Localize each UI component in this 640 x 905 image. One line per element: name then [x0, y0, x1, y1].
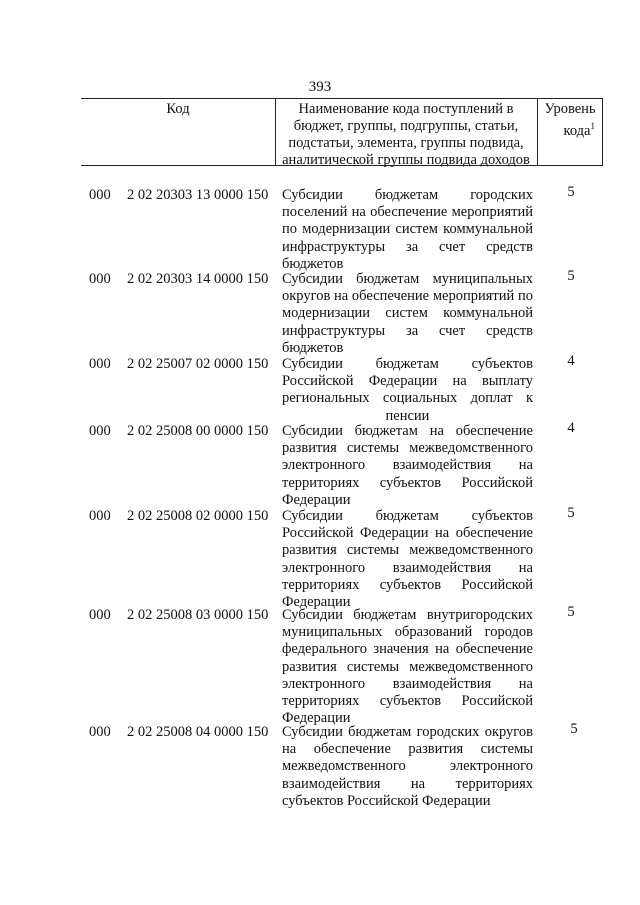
row-name-line: на обеспечение развития системы [282, 741, 533, 758]
header-code: Код [166, 101, 190, 117]
row-name-line: поселений на обеспечение мероприятий [282, 204, 533, 221]
row-name-line: инфраструктуры за счет средств [282, 238, 533, 255]
row-level: 4 [567, 420, 575, 436]
row-level: 5 [567, 505, 575, 521]
header-name-line: аналитической группы подвида доходов [282, 152, 530, 168]
row-name-line: Субсидии бюджетам субъектов [282, 508, 533, 524]
row-name-line: электронного взаимодействия на [282, 457, 533, 474]
row-name-line: межведомственного электронного [282, 758, 533, 775]
row-level: 5 [567, 268, 575, 284]
row-name [282, 187, 533, 273]
row-level: 5 [567, 604, 575, 620]
row-name-line: развития системы межведомственного [282, 440, 533, 457]
row-name-line: Субсидии бюджетам муниципальных [282, 271, 533, 287]
row-level: 4 [567, 353, 575, 369]
row-classification-code: 2 02 25008 03 0000 150 [127, 607, 269, 623]
row-name-line: Федерации [282, 594, 351, 611]
row-name-line: территориях субъектов Российской [282, 693, 533, 710]
page-number: 393 [308, 79, 332, 95]
row-name-line: по модернизации систем коммунальной [282, 221, 533, 238]
header-level-line2 [539, 118, 601, 140]
row-name-line: территориях субъектов Российской [282, 474, 533, 491]
row-admin-code: 000 [89, 607, 111, 623]
row-name-line: взаимодействия на территориях [282, 775, 533, 792]
row-name-line: территориях субъектов Российской [282, 576, 533, 593]
row-name-line: Федерации [282, 491, 351, 508]
row-level: 5 [567, 184, 575, 200]
row-level: 5 [570, 721, 578, 737]
header-name-line: подстатьи, элемента, группы подвида, [288, 135, 524, 151]
header-name-line: Наименование кода поступлений в [298, 101, 514, 117]
header-top-border [81, 98, 603, 99]
row-classification-code: 2 02 20303 13 0000 150 [127, 187, 269, 203]
row-name-line: субъектов Российской Федерации [282, 792, 491, 809]
header-level-label: кода [563, 122, 591, 139]
header-level [539, 101, 601, 140]
row-name-line: модернизации систем коммунальной [282, 305, 533, 322]
row-classification-code: 2 02 20303 14 0000 150 [127, 271, 269, 287]
row-name-line: муниципальных образований городов [282, 624, 533, 641]
row-classification-code: 2 02 25007 02 0000 150 [127, 356, 269, 372]
row-name-line: федерального значения на обеспечение [282, 641, 533, 658]
row-admin-code: 000 [89, 187, 111, 203]
row-admin-code: 000 [89, 423, 111, 439]
row-admin-code: 000 [89, 356, 111, 372]
row-name [282, 607, 533, 727]
header-divider-2 [537, 98, 538, 166]
row-name-line: Субсидии бюджетам на обеспечение [282, 423, 533, 439]
row-name [282, 423, 533, 509]
row-name-line: электронного взаимодействия на [282, 559, 533, 576]
row-name-line: Российской Федерации на выплату [282, 373, 533, 390]
header-divider-1 [275, 98, 276, 166]
row-name-line: бюджетов [282, 255, 344, 272]
table-header [81, 98, 603, 166]
header-name [277, 101, 535, 169]
header-right-border [602, 98, 603, 166]
row-classification-code: 2 02 25008 04 0000 150 [127, 724, 269, 740]
row-name-line: развития системы межведомственного [282, 542, 533, 559]
row-name-line: бюджетов [282, 339, 344, 356]
header-level-line1: Уровень [544, 101, 596, 117]
row-admin-code: 000 [89, 271, 111, 287]
row-name-line: Федерации [282, 710, 351, 727]
row-classification-code: 2 02 25008 02 0000 150 [127, 508, 269, 524]
row-name-line: развития системы межведомственного [282, 658, 533, 675]
row-name [282, 271, 533, 357]
row-name [282, 724, 533, 810]
row-name-line: Субсидии бюджетам внутригородских [282, 607, 533, 623]
row-classification-code: 2 02 25008 00 0000 150 [127, 423, 269, 439]
row-admin-code: 000 [89, 508, 111, 524]
row-name-line: инфраструктуры за счет средств [282, 322, 533, 339]
row-name-line: Субсидии бюджетам субъектов [282, 356, 533, 372]
header-name-line: бюджет, группы, подгруппы, статьи, [293, 118, 519, 134]
row-admin-code: 000 [89, 724, 111, 740]
row-name-line: округов на обеспечение мероприятий по [282, 288, 533, 305]
row-name-line: пенсии [385, 407, 430, 424]
row-name [282, 356, 533, 425]
row-name-line: электронного взаимодействия на [282, 675, 533, 692]
row-name-line: Субсидии бюджетам городских округов [282, 724, 533, 740]
row-name-line: Субсидии бюджетам городских [282, 187, 533, 203]
row-name-line: Российской Федерации на обеспечение [282, 525, 533, 542]
row-name [282, 508, 533, 611]
row-name-line: региональных социальных доплат к [282, 390, 533, 407]
header-level-footnote: 1 [590, 121, 595, 131]
